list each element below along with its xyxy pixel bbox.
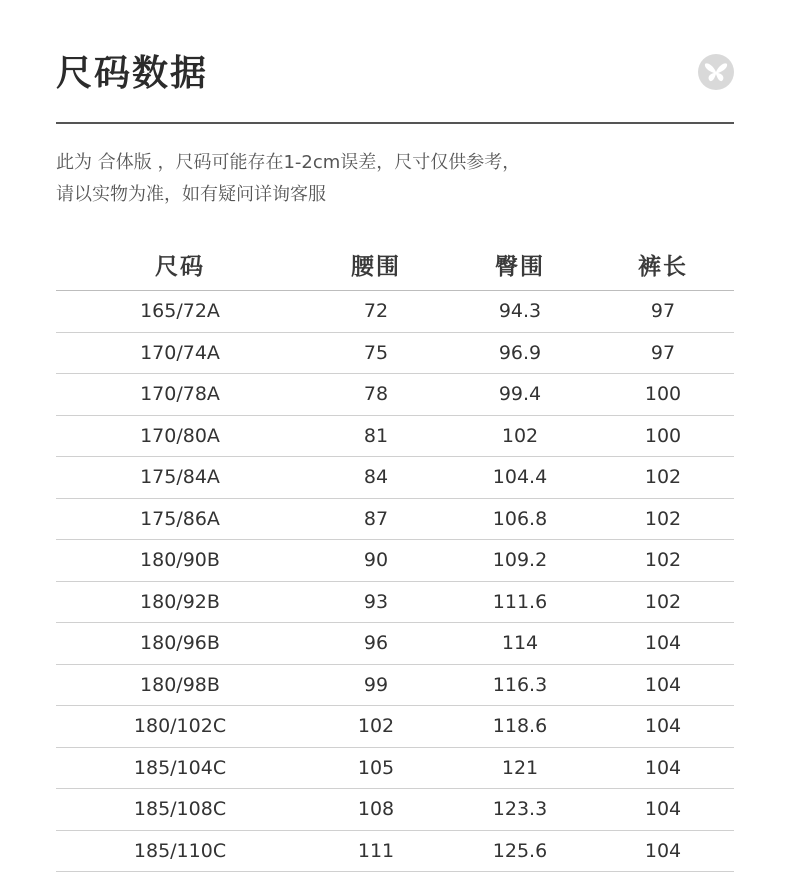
cell-waist: 75 [304,332,448,374]
title-divider [56,122,734,124]
table-row [56,581,734,623]
cell-size: 185/108C [56,789,304,831]
table-row [56,540,734,582]
cell-length: 97 [592,291,734,333]
cell-waist: 78 [304,374,448,416]
cell-length: 104 [592,664,734,706]
cell-waist: 99 [304,664,448,706]
cell-hip: 121 [448,747,592,789]
cell-waist: 108 [304,789,448,831]
table-body [56,291,734,872]
cell-hip: 102 [448,415,592,457]
cell-waist: 102 [304,706,448,748]
cell-hip: 111.6 [448,581,592,623]
cell-hip: 109.2 [448,540,592,582]
cell-size: 170/80A [56,415,304,457]
table-row [56,415,734,457]
cell-hip: 106.8 [448,498,592,540]
cell-size: 180/90B [56,540,304,582]
column-header-size: 尺码 [56,238,304,291]
column-header-hip: 臀围 [448,238,592,291]
table-row [56,706,734,748]
cell-size: 180/92B [56,581,304,623]
cell-size: 180/98B [56,664,304,706]
cell-waist: 96 [304,623,448,665]
cell-hip: 118.6 [448,706,592,748]
cell-size: 170/78A [56,374,304,416]
cell-length: 104 [592,830,734,872]
table-header-row [56,238,734,291]
cell-hip: 96.9 [448,332,592,374]
cell-waist: 111 [304,830,448,872]
table-row [56,664,734,706]
cell-length: 102 [592,581,734,623]
table-row [56,374,734,416]
cell-hip: 123.3 [448,789,592,831]
table-row [56,789,734,831]
column-header-length: 裤长 [592,238,734,291]
cell-size: 175/86A [56,498,304,540]
cell-length: 104 [592,623,734,665]
cell-size: 175/84A [56,457,304,499]
cell-length: 104 [592,747,734,789]
cell-length: 100 [592,415,734,457]
butterfly-logo-icon [698,54,734,90]
table-row [56,623,734,665]
table-row [56,498,734,540]
cell-length: 104 [592,789,734,831]
page-title: 尺码数据 [56,53,209,94]
size-note-line-1: 此为 合体版 ，尺码可能存在1-2cm误差，尺寸仅供参考， [56,152,521,173]
cell-size: 170/74A [56,332,304,374]
cell-waist: 87 [304,498,448,540]
cell-size: 185/110C [56,830,304,872]
cell-length: 102 [592,457,734,499]
cell-hip: 94.3 [448,291,592,333]
cell-length: 100 [592,374,734,416]
cell-waist: 81 [304,415,448,457]
cell-waist: 84 [304,457,448,499]
size-note [56,147,736,211]
cell-waist: 90 [304,540,448,582]
table-row [56,291,734,333]
size-note-line-2: 请以实物为准，如有疑问详询客服 [56,184,326,205]
cell-size: 185/104C [56,747,304,789]
cell-length: 104 [592,706,734,748]
cell-length: 102 [592,540,734,582]
cell-length: 102 [592,498,734,540]
table-row [56,830,734,872]
table-row [56,747,734,789]
cell-hip: 99.4 [448,374,592,416]
cell-size: 180/96B [56,623,304,665]
cell-hip: 104.4 [448,457,592,499]
cell-hip: 114 [448,623,592,665]
cell-waist: 93 [304,581,448,623]
cell-waist: 72 [304,291,448,333]
cell-hip: 116.3 [448,664,592,706]
table-row [56,332,734,374]
cell-size: 180/102C [56,706,304,748]
cell-size: 165/72A [56,291,304,333]
butterfly-logo-icon-graphic [704,61,728,83]
table-row [56,457,734,499]
cell-hip: 125.6 [448,830,592,872]
cell-length: 97 [592,332,734,374]
size-chart-table [56,238,734,872]
column-header-waist: 腰围 [304,238,448,291]
cell-waist: 105 [304,747,448,789]
